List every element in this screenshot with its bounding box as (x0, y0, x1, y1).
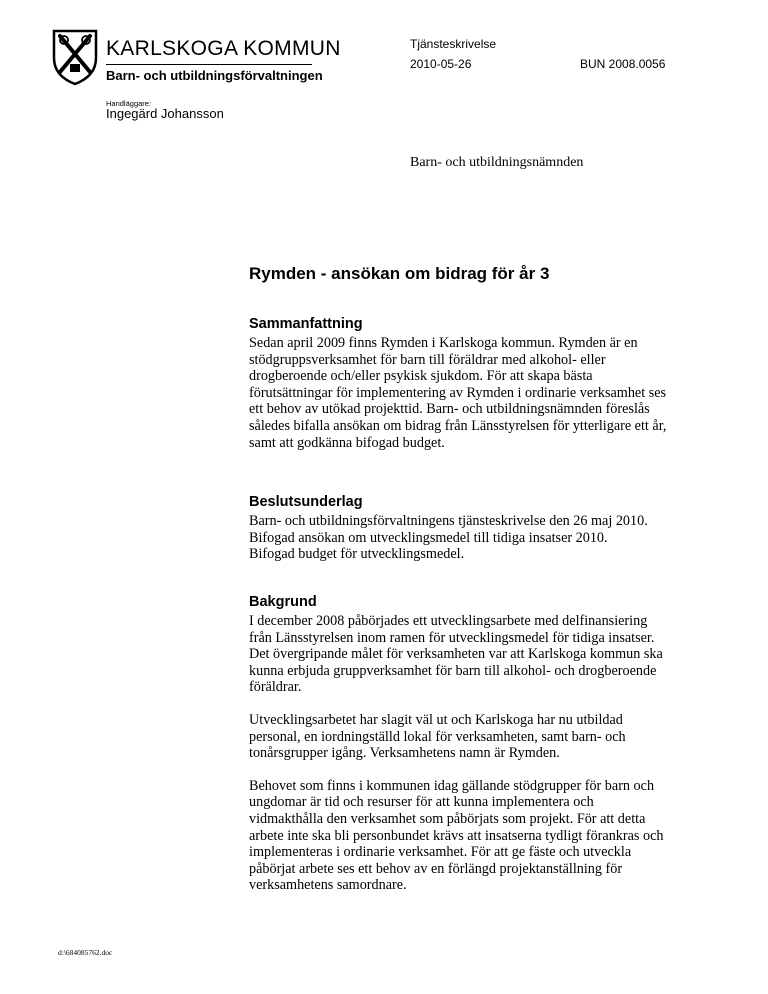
text-line: arbete inte ska bli personbundet krävs att insatserna tydligt förankras och (249, 827, 664, 844)
text-line: således bifalla ansökan om bidrag från Länsstyrelsen för ytterligare ett år, (249, 417, 667, 434)
section-beslutsunderlag (249, 494, 719, 563)
text-line: vidmakthålla den verksamhet som påbörjats som projekt. För att detta (249, 810, 646, 827)
document-title: Rymden - ansökan om bidrag för år 3 (249, 264, 550, 283)
section-paragraph (249, 613, 719, 696)
text-line: ungdomar är tid och resurser för att kunna implementera och (249, 794, 594, 811)
text-line: Bifogad ansökan om utvecklingsmedel till tidiga insatser 2010. (249, 529, 608, 546)
text-line: kunna erbjuda gruppverksamhet för barn till alkohol- och drogberoende (249, 662, 657, 679)
document-reference: BUN 2008.0056 (580, 57, 666, 71)
section-sammanfattning (249, 316, 719, 451)
document-date: 2010-05-26 (410, 57, 472, 71)
org-logo (50, 28, 341, 90)
text-line: Sedan april 2009 finns Rymden i Karlskoga kommun. Rymden är en (249, 335, 638, 351)
text-line: personal, en iordningställd lokal för verksamheten, samt barn- och (249, 728, 626, 745)
file-path-footer: d:\684085762.doc (58, 948, 113, 957)
section-bakgrund (249, 594, 719, 894)
section-paragraph (249, 778, 719, 894)
text-line: drogberoende och/eller psykisk sjukdom. För att skapa bästa (249, 368, 593, 385)
text-line: I december 2008 påbörjades ett utvecklingsarbete med delfinansiering (249, 613, 648, 629)
text-line: förutsättningar för implementering av Rymden i ordinarie verksamhet ses (249, 384, 667, 401)
text-line: ett behov av utökad projekttid. Barn- och utbildningsnämnden föreslås (249, 401, 650, 418)
document-type: Tjänsteskrivelse (410, 37, 497, 51)
section-heading: Bakgrund (249, 594, 317, 610)
text-line: Bifogad budget för utvecklingsmedel. (249, 546, 465, 563)
coat-of-arms-icon (50, 28, 100, 86)
text-line: Behovet som finns i kommunen idag gällande stödgrupper för barn och (249, 777, 655, 794)
text-line: föräldrar. (249, 679, 302, 696)
org-name: KARLSKOGA KOMMUN (106, 37, 341, 60)
section-heading: Sammanfattning (249, 316, 363, 332)
text-line: Barn- och utbildningsförvaltningens tjänsteskrivelse den 26 maj 2010. (249, 513, 648, 529)
org-department: Barn- och utbildningsförvaltningen (106, 68, 323, 83)
text-line: verksamhetens samordnare. (249, 877, 407, 894)
text-line: Utvecklingsarbetet har slagit väl ut och Karlskoga har nu utbildad (249, 711, 623, 728)
section-body (249, 335, 719, 451)
text-line: implementeras i ordinarie verksamhet. För att ge fäste och utveckla (249, 844, 632, 861)
text-line: samt att godkänna bifogad budget. (249, 434, 445, 451)
text-line: tonårsgrupper igång. Verksamhetens namn är Rymden. (249, 745, 560, 762)
section-body (249, 513, 719, 563)
handlaggare-name: Ingegärd Johansson (106, 106, 224, 121)
logo-divider (106, 64, 312, 65)
text-line: Det övergripande målet för verksamheten var att Karlskoga kommun ska (249, 646, 663, 663)
recipient: Barn- och utbildningsnämnden (410, 155, 584, 170)
section-paragraph (249, 712, 719, 762)
section-heading: Beslutsunderlag (249, 494, 363, 510)
text-line: stödgruppsverksamhet för barn till föräldrar med alkohol- eller (249, 351, 606, 368)
text-line: från Länsstyrelsen inom ramen för utvecklingsmedel för tidiga insatser. (249, 629, 655, 646)
text-line: påbörjat arbete ses ett behov av en förlängd projektanställning för (249, 860, 623, 877)
handlaggare-label: Handläggare: (106, 99, 152, 108)
